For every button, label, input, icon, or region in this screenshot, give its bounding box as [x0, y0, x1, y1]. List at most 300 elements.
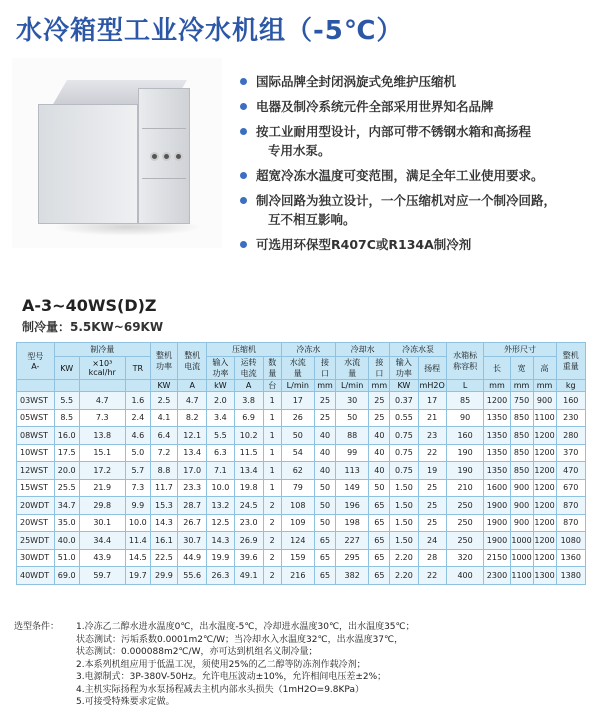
feature-text: 按工业耐用型设计，内部可带不锈钢水箱和高扬程 [256, 124, 532, 139]
table-cell: 19 [418, 462, 446, 480]
unit-cell [17, 380, 55, 392]
table-cell: 40 [369, 444, 390, 462]
table-cell: 5.5 [54, 392, 79, 410]
col-header-chilled-flow: 水流 量 [281, 357, 314, 380]
table-cell: 4.7 [178, 392, 207, 410]
unit-cell: A [234, 380, 263, 392]
table-cell: 850 [510, 427, 533, 445]
table-cell: 34.4 [79, 532, 125, 550]
table-cell: 6.3 [207, 444, 234, 462]
product-photo [12, 58, 222, 248]
table-cell: 17.2 [79, 462, 125, 480]
table-cell: 20.0 [54, 462, 79, 480]
table-cell: 14.3 [207, 532, 234, 550]
table-cell: 17.5 [54, 444, 79, 462]
table-cell: 108 [281, 497, 314, 515]
table-cell: 13.4 [234, 462, 263, 480]
table-cell: 1200 [533, 444, 556, 462]
table-cell: 44.9 [178, 549, 207, 567]
table-cell: 43.9 [79, 549, 125, 567]
table-cell: 10.2 [234, 427, 263, 445]
table-cell: 17 [418, 392, 446, 410]
table-cell: 10.0 [207, 479, 234, 497]
bullet-icon [240, 197, 247, 204]
table-cell: 2 [263, 567, 281, 585]
table-cell: 50 [315, 479, 336, 497]
table-cell: 320 [446, 549, 484, 567]
table-cell: 28.7 [178, 497, 207, 515]
table-cell: 17 [281, 392, 314, 410]
table-row [17, 479, 586, 497]
unit-cell: kg [556, 380, 585, 392]
table-cell: 295 [335, 549, 368, 567]
table-cell: 14.3 [150, 514, 177, 532]
note-line: 3.电源制式：3P-380V-50Hz。允许电压波动±10%，允许相间电压差±2%； [76, 672, 387, 682]
panel-seam [142, 128, 186, 129]
feature-text: 专用水泵。 [268, 143, 331, 158]
table-cell: 198 [335, 514, 368, 532]
table-row [17, 409, 586, 427]
feature-text: 可选用环保型R407C或R134A制冷剂 [256, 237, 472, 252]
table-cell: 15.3 [150, 497, 177, 515]
table-cell: 25 [418, 497, 446, 515]
table-cell: 65 [315, 567, 336, 585]
table-cell: 19.9 [207, 549, 234, 567]
note-line: 2.本系列机组应用于低温工况，须使用25%的乙二醇等防冻剂作载冷剂； [76, 659, 366, 670]
feature-list [238, 72, 583, 260]
table-cell: 2150 [484, 549, 510, 567]
unit-cell: KW [390, 380, 418, 392]
table-cell: 280 [556, 427, 585, 445]
table-cell: 12.1 [178, 427, 207, 445]
table-cell: 850 [510, 462, 533, 480]
col-header-pump: 冷冻水泵 [390, 343, 446, 357]
model-cell: 03WST [17, 392, 55, 410]
table-cell: 51.0 [54, 549, 79, 567]
table-cell: 8.2 [178, 409, 207, 427]
table-cell: 50 [335, 409, 368, 427]
table-cell: 11.5 [234, 444, 263, 462]
table-cell: 65 [369, 532, 390, 550]
note-line: 状态测试：污垢系数0.0001m2℃/W；当冷却水入水温度32℃，出水温度37℃， [76, 634, 404, 645]
notes-label: 选型条件： [14, 622, 60, 632]
feature-item-continuation [238, 141, 583, 160]
table-cell: 900 [533, 392, 556, 410]
table-cell: 7.3 [125, 479, 150, 497]
table-cell: 3.8 [234, 392, 263, 410]
table-cell: 24.5 [234, 497, 263, 515]
table-cell: 26.7 [178, 514, 207, 532]
table-cell: 11.7 [150, 479, 177, 497]
table-cell: 1360 [556, 549, 585, 567]
table-cell: 2.5 [150, 392, 177, 410]
col-header-tr: TR [125, 357, 150, 380]
feature-text: 制冷回路为独立设计，一个压缩机对应一个制冷回路， [256, 193, 557, 208]
table-cell: 11.4 [125, 532, 150, 550]
table-cell: 2300 [484, 567, 510, 585]
bullet-icon [240, 103, 247, 110]
table-cell: 382 [335, 567, 368, 585]
col-header-total-power: 整机 功率 [150, 343, 177, 380]
table-cell: 870 [556, 497, 585, 515]
table-cell: 6.4 [150, 427, 177, 445]
table-row [17, 462, 586, 480]
table-cell: 79 [281, 479, 314, 497]
table-cell: 0.37 [390, 392, 418, 410]
model-cell: 05WST [17, 409, 55, 427]
table-cell: 62 [281, 462, 314, 480]
table-cell: 50 [281, 427, 314, 445]
table-cell: 99 [335, 444, 368, 462]
table-cell: 1 [263, 462, 281, 480]
table-cell: 1080 [556, 532, 585, 550]
table-cell: 59.7 [79, 567, 125, 585]
table-cell: 1200 [533, 479, 556, 497]
col-header-chilled-port: 接 口 [315, 357, 336, 380]
col-header-compressor: 压缩机 [207, 343, 281, 357]
table-cell: 25 [369, 409, 390, 427]
table-cell: 1100 [510, 567, 533, 585]
table-cell: 65 [315, 549, 336, 567]
table-cell: 1.50 [390, 497, 418, 515]
feature-item [238, 122, 583, 141]
unit-cell: mm [315, 380, 336, 392]
spec-table [16, 342, 586, 585]
table-cell: 0.75 [390, 427, 418, 445]
table-cell: 8.5 [54, 409, 79, 427]
table-cell: 25 [369, 392, 390, 410]
table-cell: 50 [315, 514, 336, 532]
table-cell: 40 [315, 444, 336, 462]
note-line: 状态测试：0.000088m2℃/W，亦可达到机组名义制冷量； [76, 647, 318, 657]
table-cell: 1.50 [390, 514, 418, 532]
table-cell: 227 [335, 532, 368, 550]
model-range: A-3~40WS(D)Z [22, 296, 157, 315]
table-cell: 230 [556, 409, 585, 427]
col-header-pump-head: 扬程 [418, 357, 446, 380]
table-cell: 17.0 [178, 462, 207, 480]
table-cell: 1900 [484, 514, 510, 532]
table-cell: 30.1 [79, 514, 125, 532]
table-cell: 65 [369, 567, 390, 585]
table-cell: 109 [281, 514, 314, 532]
model-cell: 08WST [17, 427, 55, 445]
col-header-length: 长 [484, 357, 510, 380]
table-cell: 250 [446, 532, 484, 550]
col-header-height: 高 [533, 357, 556, 380]
table-cell: 23.0 [234, 514, 263, 532]
table-cell: 1900 [484, 497, 510, 515]
table-cell: 40.0 [54, 532, 79, 550]
table-cell: 113 [335, 462, 368, 480]
table-cell: 4.1 [150, 409, 177, 427]
table-cell: 1600 [484, 479, 510, 497]
table-cell: 210 [446, 479, 484, 497]
table-cell: 7.1 [207, 462, 234, 480]
col-header-tank: 水箱标 称容积 [446, 343, 484, 380]
table-cell: 1.6 [125, 392, 150, 410]
col-header-weight: 整机 重量 [556, 343, 585, 380]
col-header-cooling-capacity: 制冷量 [54, 343, 150, 357]
table-cell: 55.6 [178, 567, 207, 585]
table-row [17, 549, 586, 567]
table-cell: 90 [446, 409, 484, 427]
table-cell: 40 [369, 427, 390, 445]
table-cell: 1350 [484, 444, 510, 462]
table-cell: 29.9 [150, 567, 177, 585]
table-cell: 0.75 [390, 444, 418, 462]
col-header-width: 宽 [510, 357, 533, 380]
table-cell: 216 [281, 567, 314, 585]
table-cell: 25 [315, 392, 336, 410]
table-row [17, 567, 586, 585]
table-cell: 870 [556, 514, 585, 532]
table-cell: 65 [315, 532, 336, 550]
feature-item-continuation [238, 210, 583, 229]
col-header-cooling-port: 接 口 [369, 357, 390, 380]
pressure-gauge-icon [150, 152, 159, 161]
table-cell: 25 [418, 479, 446, 497]
col-header-total-current: 整机 电流 [178, 343, 207, 380]
unit-cell [54, 380, 79, 392]
col-header-kcal: ×10³ kcal/hr [79, 357, 125, 380]
model-cell: 15WST [17, 479, 55, 497]
feature-item [238, 72, 583, 91]
bullet-icon [240, 172, 247, 179]
table-cell: 28 [418, 549, 446, 567]
table-cell: 15.1 [79, 444, 125, 462]
table-cell: 2 [263, 514, 281, 532]
table-cell: 149 [335, 479, 368, 497]
table-cell: 16.0 [54, 427, 79, 445]
table-cell: 1200 [533, 497, 556, 515]
table-cell: 23.3 [178, 479, 207, 497]
table-cell: 1200 [484, 392, 510, 410]
unit-cell: mm [369, 380, 390, 392]
table-cell: 1900 [484, 532, 510, 550]
table-cell: 25 [315, 409, 336, 427]
table-cell: 5.7 [125, 462, 150, 480]
table-cell: 1350 [484, 409, 510, 427]
feature-item [238, 166, 583, 185]
note-line: 5.可接受特殊要求定做。 [76, 697, 175, 707]
table-cell: 400 [446, 567, 484, 585]
table-cell: 124 [281, 532, 314, 550]
table-cell: 159 [281, 549, 314, 567]
model-cell: 20WDT [17, 497, 55, 515]
unit-cell: KW [150, 380, 177, 392]
notes-lines [76, 621, 586, 709]
table-row [17, 444, 586, 462]
table-cell: 1200 [533, 532, 556, 550]
table-cell: 40 [369, 462, 390, 480]
table-cell: 30.7 [178, 532, 207, 550]
table-cell: 88 [335, 427, 368, 445]
pressure-gauge-icon [162, 152, 171, 161]
note-line: 1.冷冻乙二醇水进水温度0℃，出水温度-5℃，冷却进水温度30℃，出水温度35℃； [76, 622, 415, 632]
table-cell: 22.5 [150, 549, 177, 567]
table-cell: 69.0 [54, 567, 79, 585]
table-cell: 8.8 [150, 462, 177, 480]
feature-text: 互不相互影响。 [268, 212, 356, 227]
col-header-dimensions: 外形尺寸 [484, 343, 556, 357]
table-cell: 2 [263, 532, 281, 550]
table-cell: 2.0 [207, 392, 234, 410]
table-cell: 65 [369, 497, 390, 515]
unit-cell [125, 380, 150, 392]
feature-item [238, 235, 583, 254]
table-cell: 1 [263, 427, 281, 445]
table-cell: 7.3 [79, 409, 125, 427]
table-cell: 1 [263, 479, 281, 497]
table-cell: 670 [556, 479, 585, 497]
col-header-cooling-water: 冷却水 [335, 343, 389, 357]
table-cell: 1350 [484, 462, 510, 480]
table-cell: 26.3 [207, 567, 234, 585]
col-header-comp-running: 运转 电流 [234, 357, 263, 380]
table-cell: 1200 [533, 462, 556, 480]
unit-cell: L [446, 380, 484, 392]
table-cell: 22 [418, 567, 446, 585]
table-cell: 1350 [484, 427, 510, 445]
table-cell: 850 [510, 409, 533, 427]
table-cell: 25 [418, 514, 446, 532]
table-cell: 30 [335, 392, 368, 410]
unit-cell: mH2O [419, 381, 445, 390]
table-cell: 5.0 [125, 444, 150, 462]
table-cell: 24 [418, 532, 446, 550]
table-cell: 16.1 [150, 532, 177, 550]
table-row [17, 514, 586, 532]
unit-cell: mm [510, 380, 533, 392]
table-row [17, 427, 586, 445]
table-cell: 2.20 [390, 567, 418, 585]
unit-cell: L/min [335, 380, 368, 392]
table-cell: 1 [263, 392, 281, 410]
table-cell: 34.7 [54, 497, 79, 515]
table-cell: 3.4 [207, 409, 234, 427]
table-row [17, 392, 586, 410]
chiller-front-panel [38, 104, 138, 224]
model-cell: 12WST [17, 462, 55, 480]
feature-item [238, 97, 583, 116]
table-cell: 1 [263, 444, 281, 462]
table-cell: 65 [369, 514, 390, 532]
bullet-icon [240, 78, 247, 85]
col-header-cooling-flow: 水流 量 [335, 357, 368, 380]
panel-seam [142, 178, 186, 179]
table-cell: 190 [446, 444, 484, 462]
units-row [17, 380, 586, 392]
table-cell: 1200 [533, 427, 556, 445]
table-cell: 13.4 [178, 444, 207, 462]
table-cell: 19.7 [125, 567, 150, 585]
table-cell: 1200 [533, 549, 556, 567]
table-cell: 54 [281, 444, 314, 462]
table-cell: 25.5 [54, 479, 79, 497]
model-cell: 30WDT [17, 549, 55, 567]
unit-cell: mm [484, 380, 510, 392]
table-cell: 250 [446, 514, 484, 532]
table-cell: 1100 [533, 409, 556, 427]
table-cell: 2 [263, 497, 281, 515]
capacity-range: 制冷量：5.5KW~69KW [22, 320, 164, 334]
table-cell: 23 [418, 427, 446, 445]
table-cell: 1 [263, 409, 281, 427]
table-row [17, 497, 586, 515]
table-cell: 65 [369, 549, 390, 567]
table-cell: 14.5 [125, 549, 150, 567]
table-cell: 26 [281, 409, 314, 427]
table-cell: 750 [510, 392, 533, 410]
col-header-model: 型号 A- [17, 343, 55, 380]
table-cell: 85 [446, 392, 484, 410]
col-header-pump-input: 输入 功率 [390, 357, 418, 380]
table-cell: 4.6 [125, 427, 150, 445]
table-cell: 900 [510, 514, 533, 532]
table-cell: 0.75 [390, 462, 418, 480]
table-cell: 50 [315, 497, 336, 515]
table-cell: 40 [315, 427, 336, 445]
bullet-icon [240, 241, 247, 248]
col-header-kw: KW [54, 357, 79, 380]
table-cell: 370 [556, 444, 585, 462]
table-cell: 6.9 [234, 409, 263, 427]
unit-cell: 台 [263, 380, 281, 392]
bullet-icon [240, 128, 247, 135]
table-cell: 35.0 [54, 514, 79, 532]
unit-cell: kW [207, 380, 234, 392]
unit-cell: L/min [281, 380, 314, 392]
col-header-chilled-water: 冷冻水 [281, 343, 335, 357]
table-cell: 190 [446, 462, 484, 480]
unit-cell [79, 380, 125, 392]
col-header-comp-count: 数 量 [263, 357, 281, 380]
feature-text: 电器及制冷系统元件全部采用世界知名品牌 [256, 99, 494, 114]
table-cell: 1000 [510, 532, 533, 550]
feature-item [238, 191, 583, 210]
spec-table-body [17, 392, 586, 585]
model-cell: 20WST [17, 514, 55, 532]
table-cell: 49.1 [234, 567, 263, 585]
unit-cell: A [178, 380, 207, 392]
table-cell: 10.0 [125, 514, 150, 532]
table-cell: 1.50 [390, 532, 418, 550]
table-cell: 40 [315, 462, 336, 480]
unit-cell: mm [533, 380, 556, 392]
table-cell: 850 [510, 444, 533, 462]
table-cell: 50 [369, 479, 390, 497]
table-cell: 2.20 [390, 549, 418, 567]
table-cell: 0.55 [390, 409, 418, 427]
table-cell: 21 [418, 409, 446, 427]
table-cell: 900 [510, 479, 533, 497]
table-cell: 12.5 [207, 514, 234, 532]
note-line: 4.主机实际扬程为水泵扬程减去主机内部水头损失（1mH2O=9.8KPa） [76, 684, 364, 695]
table-cell: 7.2 [150, 444, 177, 462]
table-cell: 1380 [556, 567, 585, 585]
feature-text: 超宽冷冻水温度可变范围，满足全年工业使用要求。 [256, 168, 544, 183]
feature-text: 国际品牌全封闭涡旋式免维护压缩机 [256, 74, 457, 89]
table-cell: 2 [263, 549, 281, 567]
table-cell: 13.8 [79, 427, 125, 445]
table-cell: 21.9 [79, 479, 125, 497]
table-cell: 22 [418, 444, 446, 462]
table-cell: 160 [556, 392, 585, 410]
model-cell: 25WDT [17, 532, 55, 550]
table-cell: 9.9 [125, 497, 150, 515]
table-cell: 470 [556, 462, 585, 480]
